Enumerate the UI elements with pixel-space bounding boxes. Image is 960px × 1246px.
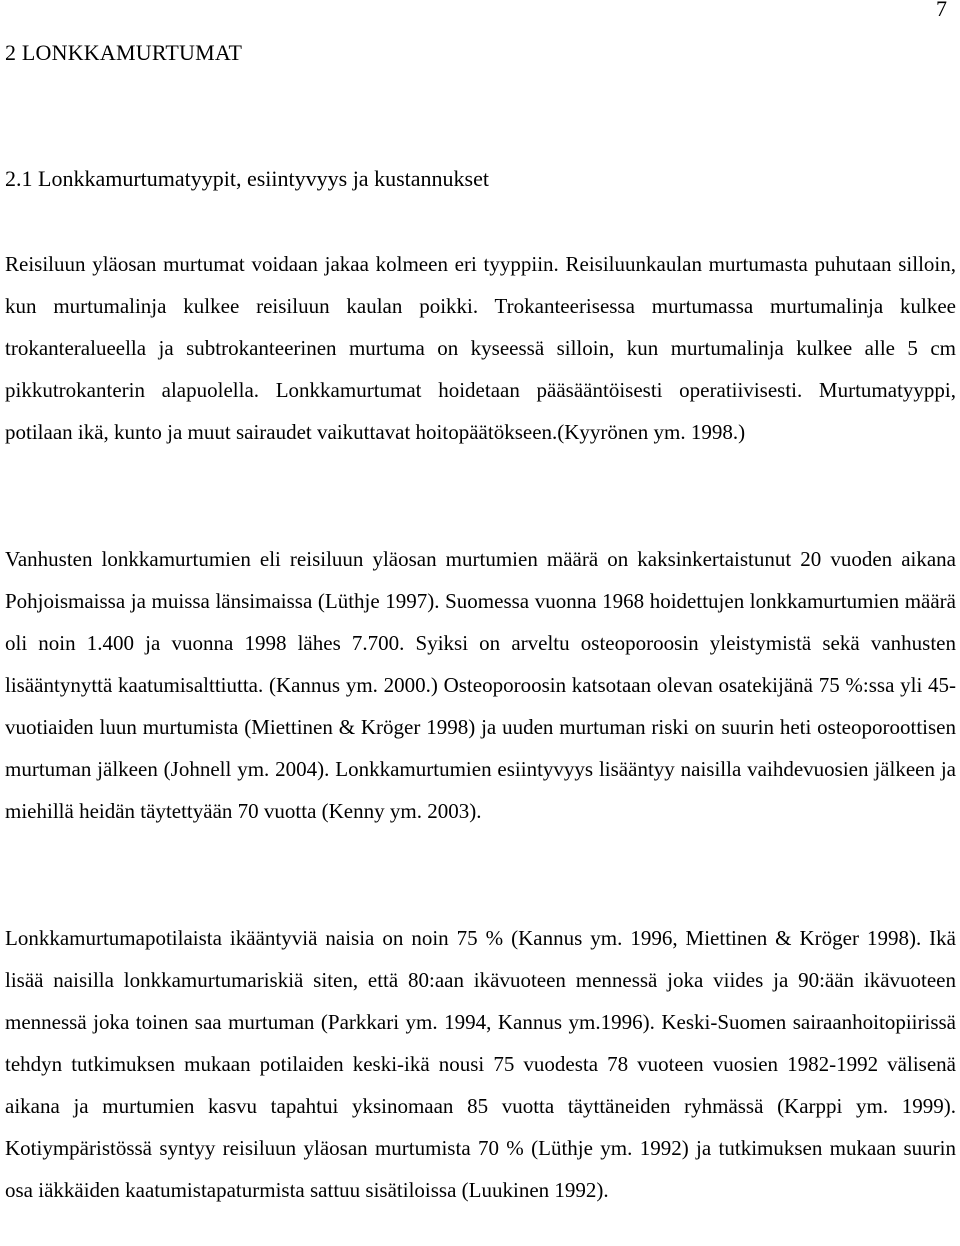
body-paragraph-2: Vanhusten lonkkamurtumien eli reisiluun yläosan murtumien määrä on kaksinkertaistunut 20 vuoden aikana Pohjoismaissa ja muissa länsimaissa (Lüthje 1997). Suomessa vuonna 1968 hoidettujen lonkkamurtumien määrä oli noin 1.400 ja vuonna 1998 lähes 7.700. Syiksi on arveltu osteoporoosin yleistymistä sekä vanhusten lisääntynyttä kaatumisalttiutta. (Kannus ym. 2000.) Osteoporoosin katsotaan olevan osatekijänä 75 %:ssa yli 45-vuotiaiden luun murtumista (Miettinen & Kröger 1998) ja uuden murtuman riski on suurin heti osteoporoottisen murtuman jälkeen (Johnell ym. 2004). Lonkkamurtumien esiintyvyys lisääntyy naisilla vaihdevuosien jälkeen ja miehillä heidän täytettyään 70 vuotta (Kenny ym. 2003). [5, 547, 956, 823]
section-heading: 2.1 Lonkkamurtumatyypit, esiintyvyys ja kustannukset [5, 166, 489, 191]
body-paragraph-1: Reisiluun yläosan murtumat voidaan jakaa kolmeen eri tyyppiin. Reisiluunkaulan murtumasta puhutaan silloin, kun murtumalinja kulkee reisiluun kaulan poikki. Trokanteerisessa murtumassa murtumalinja kulkee trokanteralueella ja subtrokanteerinen murtuma on kyseessä silloin, kun murtumalinja kulkee alle 5 cm pikkutrokanterin alapuolella. Lonkkamurtumat hoidetaan pääsääntöisesti operatiivisesti. Murtumatyyppi, potilaan ikä, kunto ja muut sairaudet vaikuttavat hoitopäätökseen.(Kyyrönen ym. 1998.) [5, 252, 956, 444]
page-number: 7 [936, 0, 947, 21]
body-paragraph-3: Lonkkamurtumapotilaista ikääntyviä naisia on noin 75 % (Kannus ym. 1996, Miettinen & Kröger 1998). Ikä lisää naisilla lonkkamurtumariskiä siten, että 80:aan ikävuoteen mennessä joka viides ja 90:ään ikävuoteen mennessä joka toinen saa murtuman (Parkkari ym. 1994, Kannus ym.1996). Keski-Suomen sairaanhoitopiirissä tehdyn tutkimuksen mukaan potilaiden keski-ikä nousi 75 vuodesta 78 vuoteen vuosien 1982-1992 välisenä aikana ja murtumien kasvu tapahtui yksinomaan 85 vuotta täyttäneiden ryhmässä (Karppi ym. 1999). Kotiympäristössä syntyy reisiluun yläosan murtumista 70 % (Lüthje ym. 1992) ja tutkimuksen mukaan suurin osa iäkkäiden kaatumistapaturmista sattuu sisätiloissa (Luukinen 1992). [5, 926, 956, 1202]
chapter-heading: 2 LONKKAMURTUMAT [5, 40, 243, 65]
